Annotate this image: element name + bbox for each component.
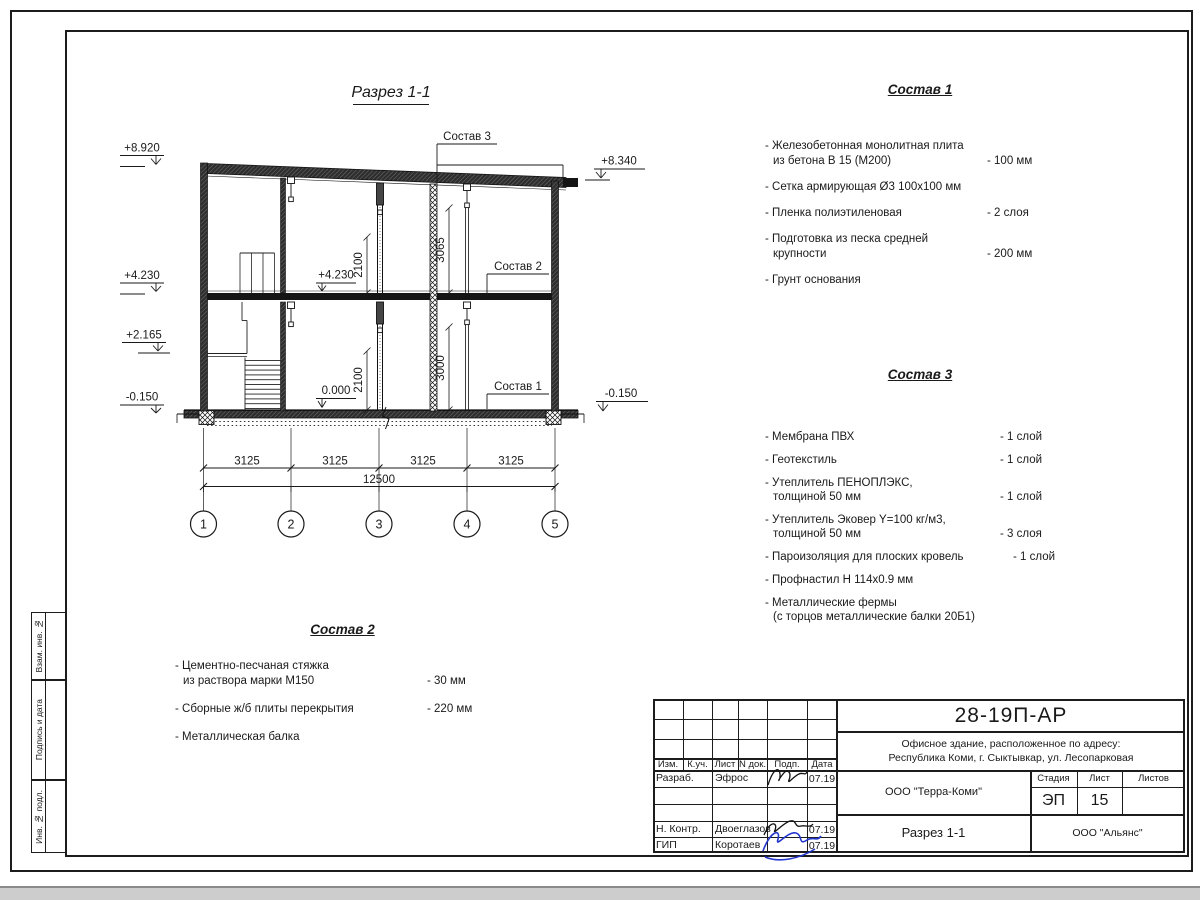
sheet-title: Разрез 1-1	[901, 825, 966, 840]
svg-text:2: 2	[287, 517, 295, 532]
vertical-dimensions	[353, 205, 453, 414]
svg-text:12500: 12500	[363, 474, 395, 486]
section-title	[351, 84, 430, 105]
roof-end-plate	[563, 178, 578, 187]
svg-text:Состав 1: Состав 1	[494, 381, 542, 393]
title-block	[653, 699, 1185, 853]
leader-sostav-1	[487, 381, 549, 409]
date-razrab: 07.19	[808, 772, 836, 785]
name-gip: Коротаев	[715, 839, 761, 851]
elevation-mark	[120, 392, 164, 414]
svg-text:+8.340: +8.340	[601, 155, 637, 168]
signature-gip	[757, 825, 825, 865]
stair-wall-upper	[281, 178, 286, 293]
svg-text:3125: 3125	[234, 455, 260, 468]
col-kuch: К.уч.	[687, 758, 708, 770]
sostav-3-list	[765, 368, 1075, 633]
col-list: Лист	[714, 758, 736, 770]
sostav-3-title: Состав 3	[887, 367, 953, 382]
svg-text:+8.920: +8.920	[124, 142, 160, 155]
date-gip: 07.19	[808, 839, 836, 852]
list-item: - Сетка армирующая Ø3 100х100 мм	[765, 181, 962, 193]
elevation-mark	[122, 330, 170, 354]
sheets-label: Листов	[1138, 773, 1169, 784]
svg-text:3125: 3125	[410, 455, 436, 468]
name-nkontr: Двоеглазов	[715, 823, 771, 835]
svg-text:+2.165: +2.165	[126, 329, 162, 342]
wall-axis-1	[201, 163, 208, 411]
sostav-1-title: Состав 1	[887, 82, 953, 97]
list-item: - Утеплитель ПЕНОПЛЭКС, толщиной 50 мм - 1 слой	[765, 477, 1043, 503]
org-client: ООО "Альянс"	[1072, 826, 1143, 839]
list-item: - Пленка полиэтиленовая - 2 слоя	[765, 207, 1029, 219]
svg-text:0.000: 0.000	[321, 385, 351, 397]
elevation-mark	[316, 270, 356, 292]
leader-labels	[437, 131, 563, 409]
list-item: - Профнастил Н 114х0.9 мм	[765, 574, 914, 586]
svg-text:Состав 3: Состав 3	[443, 131, 491, 143]
role-razrab: Разраб.	[656, 772, 694, 784]
sheet-number: 15	[1090, 791, 1109, 809]
col-ndok: N док.	[738, 758, 767, 770]
stamp-box-label: Взам. инв. №	[32, 613, 46, 679]
page-edge	[0, 886, 1200, 900]
list-item: - Цементно-песчаная стяжка из раствора марки М150 - 30 мм	[175, 660, 466, 687]
col-data: Дата	[811, 758, 833, 770]
role-nkontr: Н. Контр.	[656, 823, 701, 835]
svg-text:3125: 3125	[498, 455, 524, 468]
stamp-box-inv	[31, 780, 66, 853]
svg-text:Разрез 1-1: Разрез 1-1	[351, 84, 431, 101]
list-item: - Железобетонная монолитная плита из бетона В 15 (М200) - 100 мм	[765, 140, 1033, 167]
sheets-total	[1122, 787, 1185, 814]
svg-text:3065: 3065	[435, 237, 447, 263]
list-item: - Грунт основания	[765, 274, 861, 286]
list-item: - Мембрана ПВХ - 1 слой	[765, 431, 1043, 443]
svg-text:4: 4	[463, 517, 471, 532]
stage-label: Стадия	[1037, 773, 1070, 784]
org-designer: ООО "Терра-Коми"	[884, 786, 982, 798]
list-item: - Подготовка из песка средней крупности - 200 мм	[765, 233, 1033, 260]
sostav-2-title: Состав 2	[310, 622, 375, 637]
horizontal-dimensions	[200, 428, 559, 492]
sheet-label: Лист	[1089, 773, 1110, 784]
elevation-mark	[120, 270, 164, 294]
stair-railing	[240, 253, 275, 293]
stamp-box-label: Подпись и дата	[32, 681, 46, 779]
svg-text:+4.230: +4.230	[124, 270, 160, 282]
role-gip: ГИП	[656, 839, 677, 851]
svg-text:1: 1	[200, 517, 207, 532]
project-address: Офисное здание, расположенное по адресу: Республика Коми, г. Сыктывкар, ул. Лесопарковая	[888, 738, 1134, 764]
svg-text:Состав 2: Состав 2	[494, 261, 542, 273]
list-item: - Пароизоляция для плоских кровель - 1 слой	[765, 551, 1056, 563]
list-item: - Металлические фермы (с торцов металлические балки 20Б1)	[765, 597, 975, 623]
elevation-mark	[585, 156, 645, 181]
stamp-box-vzam	[31, 612, 66, 680]
name-razrab: Эфрос	[715, 772, 749, 784]
stairs	[208, 253, 281, 410]
list-item: - Сборные ж/б плиты перекрытия - 220 мм	[175, 703, 473, 715]
stamp-box-label: Инв. № подл.	[32, 781, 46, 852]
svg-text:3125: 3125	[322, 455, 348, 468]
sostav-2-list	[175, 622, 510, 758]
svg-text:2100: 2100	[353, 367, 365, 393]
stair-wall-lower	[281, 302, 286, 411]
col-podp: Подп.	[774, 758, 800, 770]
doc-code: 28-19П-АР	[954, 704, 1068, 727]
svg-text:3: 3	[375, 517, 383, 532]
elevation-mark	[316, 385, 356, 408]
date-nkontr: 07.19	[808, 823, 836, 836]
wall-axis-5	[552, 181, 559, 411]
list-item: - Металлическая балка	[175, 731, 300, 743]
roof	[206, 164, 578, 191]
svg-text:2100: 2100	[353, 252, 365, 278]
col-izm: Изм.	[657, 758, 679, 770]
svg-text:5: 5	[551, 517, 559, 532]
list-item: - Утеплитель Эковер Y=100 кг/м3, толщиной 50 мм - 3 слоя	[765, 514, 1042, 540]
svg-text:-0.150: -0.150	[125, 391, 159, 404]
elevation-mark	[596, 388, 648, 411]
elevation-mark	[120, 143, 164, 167]
sostav-1-list	[765, 82, 1075, 299]
svg-text:+4.230: +4.230	[318, 269, 354, 282]
svg-text:-0.150: -0.150	[604, 388, 638, 400]
svg-text:3000: 3000	[435, 355, 447, 381]
list-item: - Геотекстиль - 1 слой	[765, 454, 1043, 466]
stage-value: ЭП	[1042, 791, 1065, 809]
section-drawing	[100, 60, 680, 560]
axis-bubbles	[191, 487, 569, 538]
signature-razrab	[765, 763, 809, 793]
stamp-box-podpis	[31, 680, 66, 780]
